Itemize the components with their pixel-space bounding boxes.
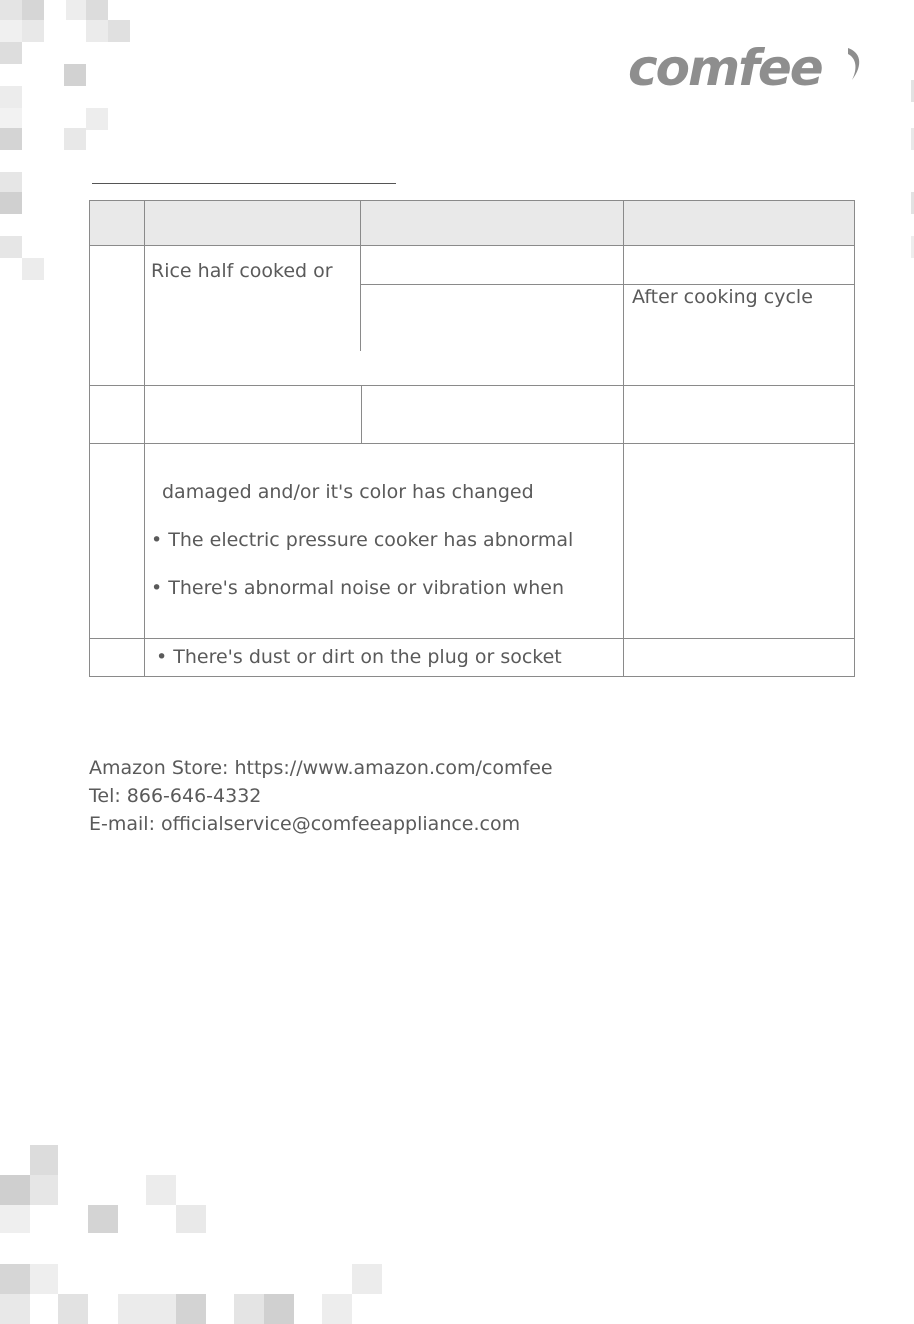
pixel-square bbox=[58, 1294, 88, 1324]
pixel-square bbox=[0, 1205, 30, 1233]
pixel-square bbox=[22, 0, 44, 20]
table-header-row bbox=[90, 201, 854, 245]
pixel-square bbox=[0, 1175, 30, 1205]
pixel-square bbox=[64, 128, 86, 150]
pixel-square bbox=[86, 0, 108, 20]
problem-abnormal-cooker: • The electric pressure cooker has abnormal bbox=[151, 529, 574, 551]
column-divider bbox=[360, 201, 361, 351]
pixel-square bbox=[86, 108, 108, 130]
pixel-square bbox=[0, 0, 22, 20]
pixel-square bbox=[0, 128, 22, 150]
section-title-underline bbox=[92, 183, 396, 184]
pixel-square bbox=[0, 236, 22, 258]
pixel-square bbox=[146, 1175, 176, 1205]
troubleshooting-table bbox=[89, 200, 855, 677]
pixel-square bbox=[0, 42, 22, 64]
pixel-square bbox=[264, 1294, 294, 1324]
pixel-square bbox=[118, 1294, 176, 1324]
row-divider bbox=[90, 443, 854, 444]
pixel-square bbox=[0, 1264, 30, 1294]
solution-after-cooking-cycle: After cooking cycle bbox=[632, 286, 813, 308]
problem-damaged-color-changed: damaged and/or it's color has changed bbox=[162, 481, 534, 503]
problem-dust-on-plug: • There's dust or dirt on the plug or socket bbox=[156, 646, 562, 668]
logo-wordmark: comfee bbox=[628, 39, 822, 97]
pixel-square bbox=[30, 1175, 58, 1205]
pixel-square bbox=[64, 64, 86, 86]
row-divider bbox=[90, 638, 854, 639]
row-divider bbox=[90, 385, 854, 386]
problem-abnormal-noise: • There's abnormal noise or vibration when bbox=[151, 577, 564, 599]
pixel-square bbox=[0, 192, 22, 214]
row-divider bbox=[90, 245, 854, 246]
pixel-square bbox=[176, 1294, 206, 1324]
telephone-number: Tel: 866-646-4332 bbox=[89, 785, 262, 807]
logo-swoosh-icon bbox=[846, 46, 864, 86]
row-divider bbox=[361, 284, 624, 285]
column-divider bbox=[144, 201, 145, 676]
pixel-square bbox=[0, 1294, 30, 1324]
pixel-square bbox=[0, 86, 22, 108]
pixel-square bbox=[22, 20, 44, 42]
pixel-square bbox=[352, 1264, 382, 1294]
comfee-logo bbox=[628, 39, 864, 100]
pixel-square bbox=[234, 1294, 264, 1324]
pixel-square bbox=[0, 108, 22, 128]
pixel-square bbox=[30, 1145, 58, 1175]
pixel-square bbox=[66, 0, 86, 20]
pixel-square bbox=[0, 20, 22, 42]
pixel-square bbox=[176, 1205, 206, 1233]
pixel-square bbox=[88, 1205, 118, 1233]
pixel-square bbox=[86, 20, 108, 42]
pixel-square bbox=[0, 172, 22, 192]
pixel-square bbox=[322, 1294, 352, 1324]
email-address[interactable]: E-mail: officialservice@comfeeappliance.com bbox=[89, 813, 521, 835]
pixel-square bbox=[22, 258, 44, 280]
pixel-square bbox=[30, 1264, 58, 1294]
problem-rice-half-cooked: Rice half cooked or bbox=[151, 260, 333, 282]
column-divider bbox=[361, 385, 362, 443]
pixel-square bbox=[108, 20, 130, 42]
amazon-store-link[interactable]: Amazon Store: https://www.amazon.com/comfee bbox=[89, 757, 553, 779]
column-divider bbox=[623, 201, 624, 676]
